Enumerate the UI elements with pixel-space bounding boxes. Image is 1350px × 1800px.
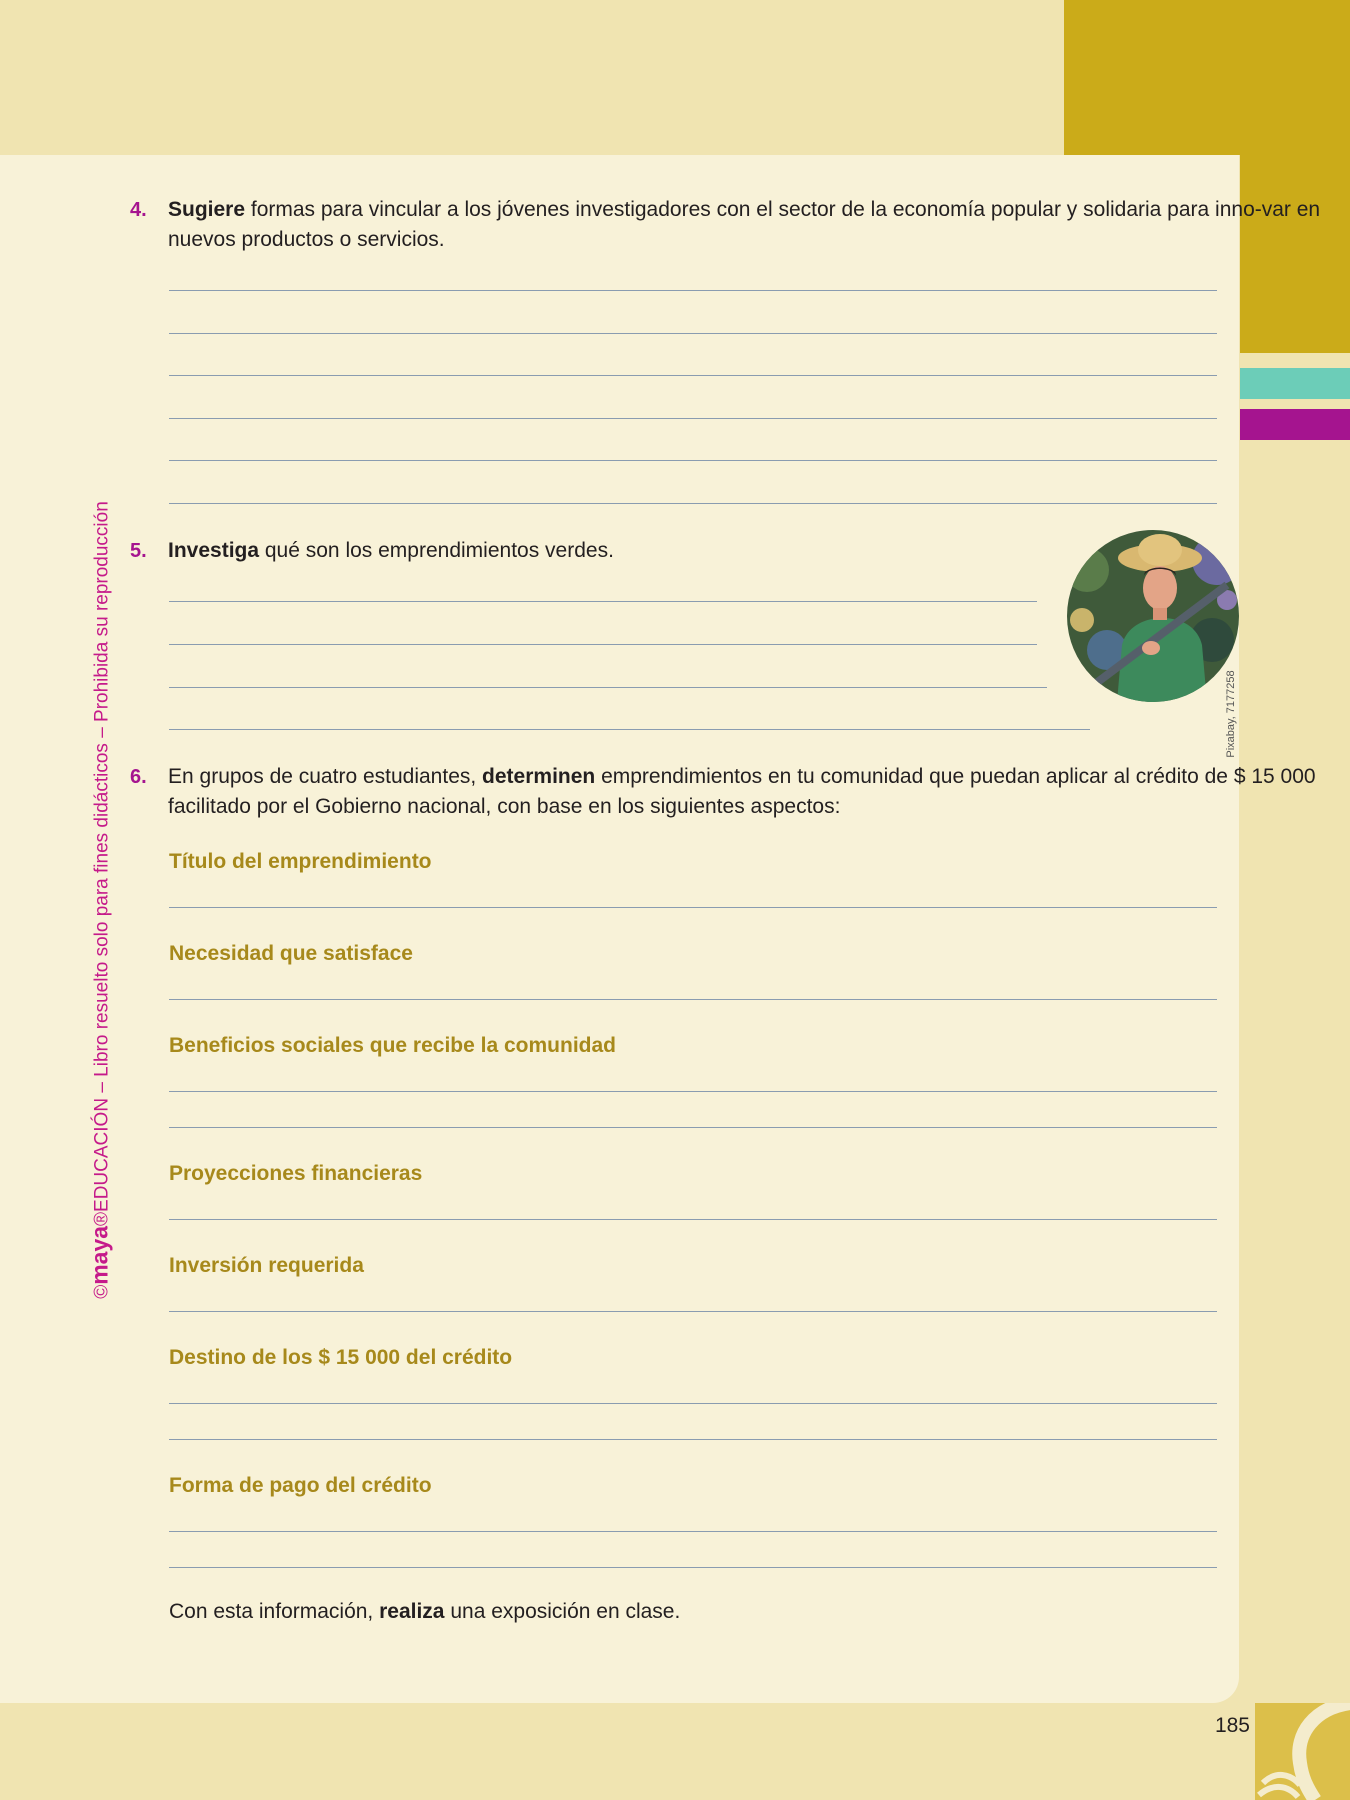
answer-line[interactable] [169,290,1217,291]
answer-line[interactable] [169,907,1217,908]
side-teal-tab [1240,368,1350,399]
field-label-destination: Destino de los $ 15 000 del crédito [169,1346,513,1369]
answer-line[interactable] [169,333,1217,334]
answer-line[interactable] [169,999,1217,1000]
answer-line[interactable] [169,460,1217,461]
answer-line[interactable] [169,1567,1217,1568]
question-number: 4. [130,199,147,221]
answer-line[interactable] [169,1531,1217,1532]
question-number: 5. [130,540,147,562]
page-sheet [0,155,1239,1703]
field-label-benefits: Beneficios sociales que recibe la comunidad [169,1034,616,1057]
answer-line[interactable] [169,375,1217,376]
field-label-need: Necesidad que satisface [169,942,413,965]
closing-instruction: Con esta información, realiza una exposición en clase. [169,1600,681,1623]
answer-line[interactable] [169,1403,1217,1404]
answer-line[interactable] [169,1091,1217,1092]
top-gold-block [1064,0,1350,155]
page-number: 185 [1214,1714,1250,1737]
answer-line[interactable] [169,418,1217,419]
corner-decoration [1255,1703,1350,1800]
lightbulb-icon [1255,1703,1350,1800]
question-text: En grupos de cuatro estudiantes, determinen emprendimientos en tu comunidad que puedan aplicar al crédito de $ 15 000 facilitado por el Gobierno nacional, con base en los siguientes aspectos: [168,765,1316,818]
field-label-investment: Inversión requerida [169,1254,364,1277]
answer-line[interactable] [169,687,1047,688]
answer-line[interactable] [169,1219,1217,1220]
question-text: Sugiere formas para vincular a los jóvenes investigadores con el sector de la economía popular y solidaria para inno-var en nuevos productos o servicios. [168,198,1321,251]
answer-line[interactable] [169,601,1037,602]
field-label-payment: Forma de pago del crédito [169,1474,432,1497]
answer-line[interactable] [169,644,1037,645]
question-number: 6. [130,766,147,788]
answer-line[interactable] [169,1439,1217,1440]
copyright-notice: ©maya®EDUCACIÓN – Libro resuelto solo para fines didácticos – Prohibida su reproducción [86,501,113,1299]
answer-line[interactable] [169,1311,1217,1312]
field-label-projections: Proyecciones financieras [169,1162,423,1185]
question-text: Investiga qué son los emprendimientos verdes. [168,539,614,562]
answer-line[interactable] [169,503,1217,504]
answer-line[interactable] [169,1127,1217,1128]
side-magenta-tab [1240,409,1350,440]
answer-line[interactable] [169,729,1090,730]
photo-credit: Pixabay, 7177258 [1225,670,1237,758]
brand-logo: maya [86,1225,113,1285]
farmer-illustration [1067,530,1239,702]
field-label-title: Título del emprendimiento [169,850,432,873]
